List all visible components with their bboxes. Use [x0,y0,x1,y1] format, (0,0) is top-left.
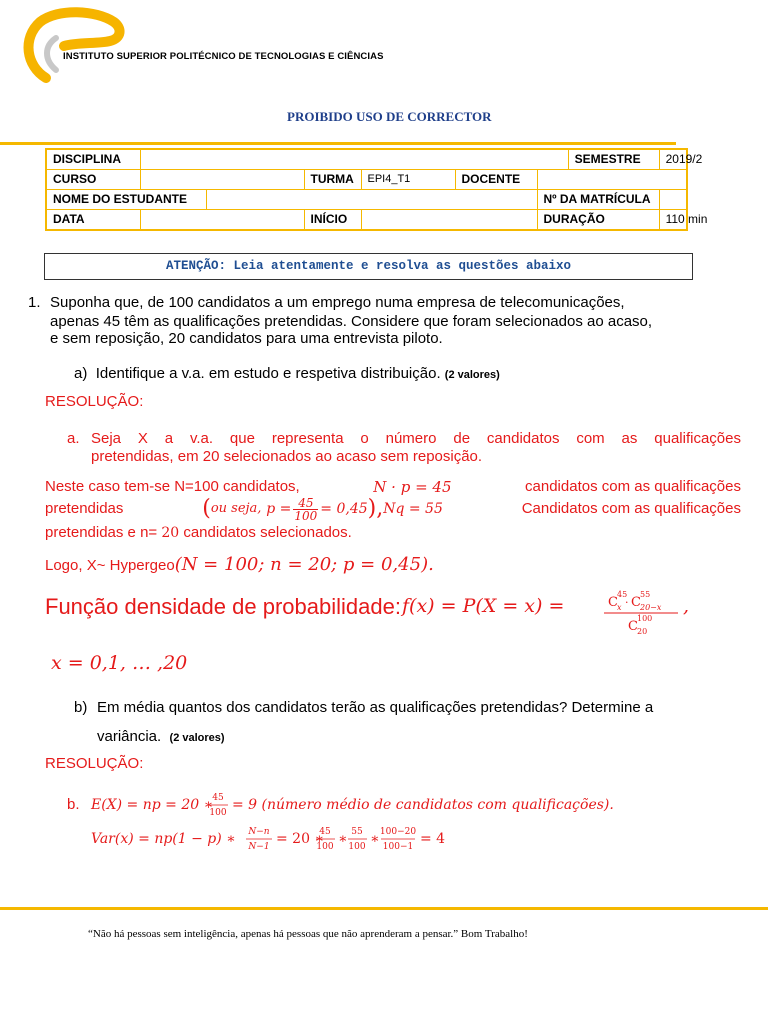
bottom-rule [0,907,768,910]
v-frac2-den: 100 [316,842,334,852]
student-info-table [45,148,708,231]
funcao-lhs: f(x) = P(X = x) = [402,595,565,617]
question-1-number: 1. [28,294,41,311]
question-1-line-3: e sem reposição, 20 candidatos para uma entrevista piloto. [50,330,443,347]
institution-logo [18,8,384,90]
neste-line-2-start: pretendidas [45,500,124,517]
neste-line-1 [45,477,741,497]
label-semestre: SEMESTRE [568,149,659,170]
e-lhs: E(X) = np = 20 ∗ [91,797,214,813]
pmf-c2: C [631,595,641,610]
field-data[interactable] [140,210,304,231]
info-row-data [46,210,687,231]
value-turma: EPI4_T1 [361,170,455,190]
v-frac1-den: N−1 [248,842,270,852]
resolution-label-b: RESOLUÇÃO: [45,755,144,772]
neste-nq: Nq = 55 [383,501,443,517]
question-b-letter: b) [74,699,88,716]
question-1-line-1: Suponha que, de 100 candidatos a um emprego numa empresa de telecomunicações, [50,294,625,311]
field-matricula[interactable] [659,190,687,210]
v-frac3-num: 55 [351,827,363,837]
question-a-text: Identifique a v.a. em estudo e respetiva distribuição. [95,365,441,382]
expectation-equation [91,790,631,820]
neste-line-1-start: Neste caso tem-se N=100 candidatos, [45,478,300,495]
label-nome: NOME DO ESTUDANTE [46,190,206,210]
value-duracao: 110 min [659,210,687,231]
v-frac1-num: N−n [248,827,270,837]
resolution-label-a: RESOLUÇÃO: [45,393,144,410]
e-rhs: = 9 (número médio de candidatos com qualificações). [232,797,614,813]
neste-ou-seja: ou seja, [210,501,262,516]
pmf-c1: C [608,595,618,610]
neste-p-denominator: 100 [294,508,318,523]
neste-line-1-math: N · p = 45 [373,478,452,496]
hypergeometric-pmf-fraction [602,588,682,634]
neste-p-expression: ( ou seja, p = $\frac{45}{100}$ = 0,45 ), Nq = 55 [202,495,443,523]
v-mid: = 20 ∗ [276,831,324,847]
e-numerator: 45 [212,793,224,803]
pmf-c1-sup: 45 [617,590,628,599]
footer-quote: “Não há pessoas sem inteligência, apenas há pessoas que não aprenderam a pensar.” Bom Trabalho! [88,928,528,940]
neste-p-fraction [293,497,318,522]
pmf-c3-sup: 100 [637,614,653,623]
logo-text: Logo, X~ Hypergeo [45,557,175,574]
neste-line-3-start: pretendidas e n= [45,524,158,541]
info-row-nome [46,190,687,210]
question-b-variancia: variância. [97,728,162,745]
v-frac4-den: 100−1 [382,842,414,852]
neste-line-3-end: candidatos selecionados. [183,524,352,541]
funcao-densidade [45,588,745,634]
top-rule [0,142,676,145]
question-a-letter: a) [74,365,88,382]
pmf-c3: C [628,619,638,634]
label-docente: DOCENTE [455,170,537,190]
pmf-c3-sub: 20 [637,627,648,636]
neste-p-value: = 0,45 [320,501,368,517]
v-eq: = 4 [420,831,446,847]
question-1-line-2: apenas 45 têm as qualificações pretendidas. Considere que foram selecionados ao acaso, [50,313,653,330]
neste-line-3-n: 20 [161,525,180,541]
institution-name: INSTITUTO SUPERIOR POLITÉCNICO DE TECNOLOGIAS E CIÊNCIAS [63,51,384,62]
question-a-marks: (2 valores) [444,369,500,381]
label-inicio: INÍCIO [304,210,361,231]
value-semestre: 2019/2 [659,149,687,170]
neste-line-2 [45,496,741,522]
funcao-comma: , [683,595,690,617]
field-inicio[interactable] [361,210,537,231]
x-values: x = 0,1, … ,20 [51,652,188,674]
pmf-c2-sub: 20−x [640,603,662,612]
label-curso: CURSO [46,170,140,190]
attention-text: ATENÇÃO: Leia atentamente e resolva as questões abaixo [165,259,572,273]
answer-a-letter: a. [67,430,80,447]
swoosh-logo-icon [18,8,128,90]
v-star-2: ∗ [370,831,380,847]
label-turma: TURMA [304,170,361,190]
neste-p: p = [266,501,292,517]
neste-line-2-end: Candidatos com as qualificações [521,500,741,517]
v-frac2-num: 45 [319,827,331,837]
question-a [74,364,500,385]
v-lhs: Var(x) = np(1 − p) ∗ [91,831,236,847]
pmf-dot: · [625,596,629,609]
field-nome[interactable] [206,190,537,210]
v-frac4-num: 100−20 [379,827,417,837]
answer-b-letter: b. [67,796,80,813]
pmf-c1-sub: x [617,603,622,612]
info-row-curso [46,170,687,190]
label-disciplina: DISCIPLINA [46,149,140,170]
field-docente[interactable] [537,170,687,190]
funcao-text: Função densidade de probabilidade: [45,594,401,619]
neste-p-numerator: 45 [293,497,318,510]
label-data: DATA [46,210,140,231]
no-corrector-notice: PROIBIDO USO DE CORRECTOR [287,109,492,124]
e-denominator: 100 [209,808,227,818]
variance-equation [91,824,491,854]
v-star-1: ∗ [338,831,348,847]
answer-a-line-2: pretendidas, em 20 selecionados ao acaso sem reposição. [91,448,483,465]
question-b-line-1: Em média quantos dos candidatos terão as qualificações pretendidas? Determine a [97,699,654,716]
label-duracao: DURAÇÃO [537,210,659,231]
question-b-marks: (2 valores) [169,732,225,744]
label-matricula: Nº DA MATRÍCULA [537,190,659,210]
neste-line-3 [45,523,352,543]
v-frac3-den: 100 [348,842,366,852]
logo-math: (N = 100; n = 20; p = 0,45). [174,554,434,575]
logo-hypergeo-line [45,554,434,576]
neste-line-1-end: candidatos com as qualificações [525,478,741,495]
pmf-c2-sup: 55 [640,590,651,599]
question-b-line-2 [97,727,225,748]
answer-a-line-1: Seja X a v.a. que representa o número de candidatos com as qualificações [91,430,741,447]
field-curso[interactable] [140,170,304,190]
attention-box [44,253,693,280]
info-row-disciplina [46,149,687,170]
field-disciplina[interactable] [140,149,568,170]
